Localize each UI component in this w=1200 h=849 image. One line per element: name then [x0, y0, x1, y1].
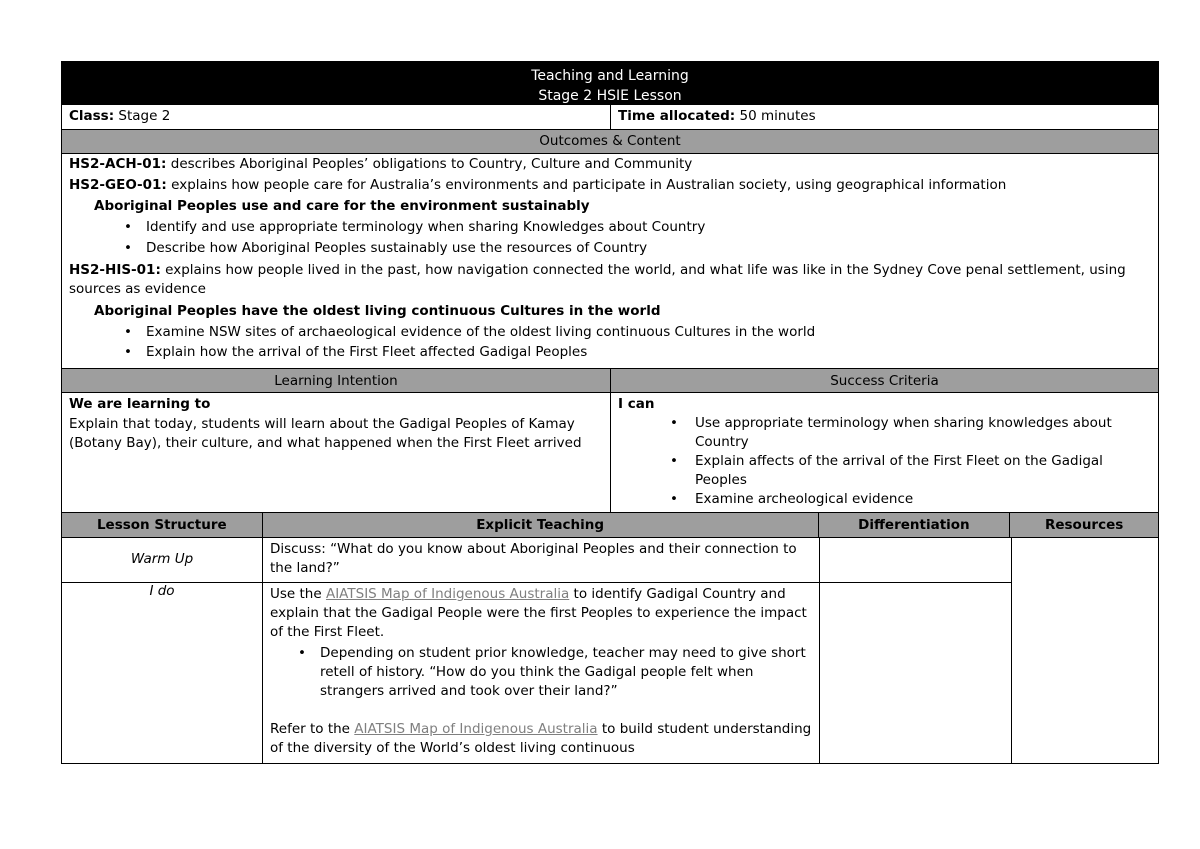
col-resources: Resources	[1009, 513, 1158, 537]
criteria-bullet: • Explain affects of the arrival of the First Fleet on the Gadigal Peoples	[618, 452, 1151, 490]
col-differentiation: Differentiation	[818, 513, 1010, 537]
ido-p1-pre: Use the	[270, 586, 326, 602]
intention-text: Explain that today, students will learn about the Gadigal Peoples of Kamay (Botany Bay), their culture, and what happened when the First Fleet arrived	[69, 416, 582, 451]
criteria-bullet: • Use appropriate terminology when sharing knowledges about Country	[618, 414, 1151, 452]
learning-intention-cell	[62, 393, 610, 512]
title-line-1: Teaching and Learning	[531, 68, 689, 84]
warmup-label: Warm Up	[130, 551, 194, 567]
criteria-bullet: • Examine archeological evidence	[618, 490, 1151, 509]
aiatsis-map-link[interactable]: AIATSIS Map of Indigenous Australia	[325, 586, 570, 602]
learning-intention-heading: Learning Intention	[274, 373, 398, 389]
his-bullet: • Explain how the arrival of the First Fleet affected Gadigal Peoples	[69, 342, 1151, 362]
time-value: 50 minutes	[739, 108, 816, 124]
outcome-his-code: HS2-HIS-01:	[69, 262, 161, 278]
warmup-text: Discuss: “What do you know about Aboriginal Peoples and their connection to the land?”	[262, 538, 819, 582]
lesson-rows	[62, 538, 1011, 763]
ido-p2-post: to build student understanding of the diversity of the World’s oldest living continuous	[270, 721, 812, 756]
criteria-title: I can	[618, 396, 655, 412]
outcome-geo	[69, 175, 1151, 196]
outcome-geo-text: explains how people care for Australia’s environments and participate in Australian society, using geographical information	[171, 177, 1007, 193]
outcomes-content	[61, 154, 1159, 369]
outcome-geo-code: HS2-GEO-01:	[69, 177, 167, 193]
class-label: Class:	[69, 108, 115, 124]
ido-p1-post: to identify Gadigal Country and explain that the Gadigal People were the first Peoples to experience the impact of the First Fleet.	[270, 586, 807, 640]
class-time-row	[61, 105, 1159, 130]
time-cell	[610, 105, 1158, 129]
ido-paragraph-1	[270, 585, 812, 642]
learning-content-row	[61, 393, 1159, 513]
aiatsis-map-link[interactable]: AIATSIS Map of Indigenous Australia	[354, 721, 598, 737]
success-criteria-heading: Success Criteria	[610, 369, 1158, 392]
col-lesson-structure: Lesson Structure	[96, 517, 227, 533]
time-label: Time allocated:	[618, 108, 736, 124]
outcomes-heading	[61, 130, 1159, 154]
outcomes-heading-text: Outcomes & Content	[539, 133, 681, 149]
lesson-header-row	[61, 513, 1159, 538]
resources-cell	[1011, 538, 1158, 763]
outcome-ach-code: HS2-ACH-01:	[69, 156, 167, 172]
ido-label: I do	[149, 583, 175, 599]
class-value: Stage 2	[118, 108, 171, 124]
ido-p2-pre: Refer to the	[270, 721, 355, 737]
ido-differentiation	[819, 583, 1011, 763]
ido-content	[262, 583, 819, 763]
ido-bullet: • Depending on student prior knowledge, teacher may need to give short retell of history. “How do you think the Gadigal people felt when strangers arrived and took over their land?”	[270, 644, 812, 701]
his-bullet: • Examine NSW sites of archaeological evidence of the oldest living continuous Cultures in the world	[69, 322, 1151, 342]
his-subheading: Aboriginal Peoples have the oldest living continuous Cultures in the world	[94, 303, 661, 319]
learning-headings-row	[61, 369, 1159, 393]
title-line-2: Stage 2 HSIE Lesson	[538, 88, 682, 104]
warmup-row	[62, 538, 1011, 583]
title-banner	[61, 61, 1159, 105]
class-cell	[62, 105, 610, 129]
outcome-ach-text: describes Aboriginal Peoples’ obligations to Country, Culture and Community	[170, 156, 693, 172]
outcome-ach	[69, 154, 1151, 175]
lesson-body	[61, 538, 1159, 764]
outcome-his	[69, 261, 1151, 299]
outcome-his-text: explains how people lived in the past, how navigation connected the world, and what life was like in the Sydney Cove penal settlement, using sources as evidence	[69, 262, 1126, 297]
col-explicit-teaching: Explicit Teaching	[262, 513, 818, 537]
geo-subheading: Aboriginal Peoples use and care for the environment sustainably	[94, 198, 590, 214]
geo-bullet: • Describe how Aboriginal Peoples sustainably use the resources of Country	[69, 238, 1151, 259]
warmup-differentiation	[819, 538, 1011, 582]
ido-paragraph-2	[270, 720, 812, 758]
lesson-plan-page	[61, 61, 1159, 764]
intention-title: We are learning to	[69, 396, 211, 412]
geo-bullet: • Identify and use appropriate terminology when sharing Knowledges about Country	[69, 217, 1151, 238]
success-criteria-cell	[610, 393, 1158, 512]
ido-row	[62, 583, 1011, 763]
